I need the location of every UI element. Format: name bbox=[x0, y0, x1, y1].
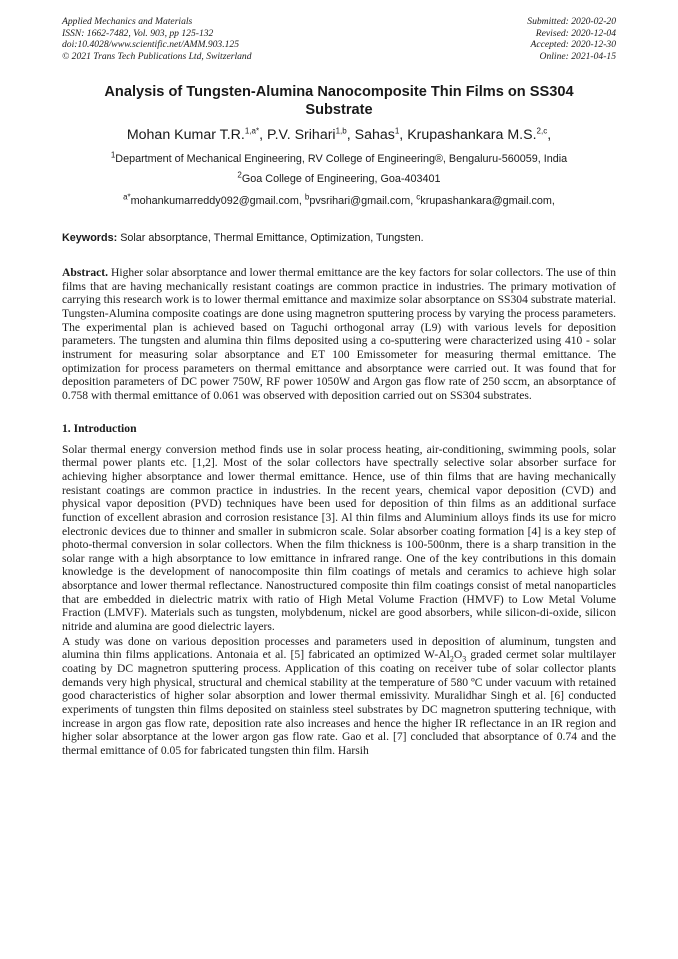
author-affil-marker: 1,a* bbox=[244, 126, 260, 136]
abstract-label: Abstract. bbox=[62, 266, 109, 279]
email-address: mohankumarreddy092@gmail.com bbox=[130, 195, 299, 207]
copyright-line: © 2021 Trans Tech Publications Ltd, Switzerland bbox=[62, 50, 252, 62]
email-address: pvsrihari@gmail.com bbox=[309, 195, 411, 207]
author-separator: , bbox=[259, 127, 267, 143]
author-separator: , bbox=[399, 127, 408, 143]
author-name: Mohan Kumar T.R. bbox=[126, 127, 245, 143]
accepted-date: Accepted: 2020-12-30 bbox=[530, 39, 616, 50]
dates-info bbox=[527, 16, 616, 62]
author-list bbox=[62, 126, 616, 144]
affiliation-1 bbox=[62, 150, 616, 166]
keywords-text: Solar absorptance, Thermal Emittance, Optimization, Tungsten. bbox=[117, 232, 424, 244]
journal-name: Applied Mechanics and Materials bbox=[62, 16, 193, 27]
paragraph-text: O bbox=[453, 648, 463, 662]
doi-line: doi:10.4028/www.scientific.net/AMM.903.125 bbox=[62, 39, 240, 50]
email-separator: , bbox=[410, 195, 417, 207]
keywords-line bbox=[62, 232, 616, 245]
subscript: 2 bbox=[449, 654, 454, 664]
paragraph-text: A study was done on various deposition processes and parameters used in deposition of aluminum, tungsten and alumina thin films applications. Antonaia et al. [5] fabricated an optimized W-Al bbox=[62, 634, 616, 662]
email-marker: a* bbox=[123, 192, 131, 202]
author-name: P.V. Srihari bbox=[266, 127, 336, 143]
submitted-date: Submitted: 2020-02-20 bbox=[527, 16, 616, 27]
affiliation-text: Goa College of Engineering, Goa-403401 bbox=[241, 173, 441, 185]
section-heading: 1. Introduction bbox=[62, 421, 137, 435]
author-affil-marker: 2,c bbox=[536, 126, 548, 136]
publication-info bbox=[62, 16, 252, 62]
author-name: Krupashankara M.S. bbox=[407, 127, 537, 143]
email-address: krupashankara@gmail.com bbox=[420, 195, 552, 207]
keywords-label: Keywords: bbox=[62, 232, 118, 244]
author-affil-marker: 1,b bbox=[335, 126, 347, 136]
abstract-text: Higher solar absorptance and lower thermal emittance are the key factors for solar collectors. The use of thin films that are having mechanically resistant coatings are common practice in industries. The primary motivation of carrying this research work is to lower thermal emittance and maximize solar absorptance on SS304 substrate material. Tungsten-Alumina composite coatings are done using magnetron sputtering process by varying the process parameters. The experimental plan is achieved based on Taguchi orthogonal array (L9) with various levels for deposition parameters. The tungsten and alumina thin films deposited using a co-sputtering were characterized using 410 - solar instrument for measuring solar absorptance and ET 100 Emissometer for measuring thermal emittance. The optimization for process parameters on thermal emittance and absorptance were carried out. It was found that for deposition parameters of DC power 750W, RF power 1050W and Argon gas flow rate of 250 sccm, an absorptance of 0.758 with thermal emittance of 0.061 was observed with deposition carried out on SS304 substrates. bbox=[62, 266, 616, 402]
affiliation-2 bbox=[62, 170, 616, 186]
affiliation-text: Department of Mechanical Engineering, RV College of Engineering®, Bengaluru-560059, India bbox=[115, 153, 568, 165]
author-name: Sahas bbox=[354, 127, 395, 143]
intro-paragraph-1: Solar thermal energy conversion method finds use in solar process heating, air-conditioning, swimming pools, solar thermal power plants etc. [1,2]. Most of the solar collectors have spectrally selective solar absorber surface for achieving higher absorptance and lower thermal emittance. Hence, use of thin films that are having mechanically resistant coatings are common practice in industries. In the recent years, chemical vapor deposition (CVD) and physical vapor deposition (PVD) techniques have been used for deposition of thin films as an additional surface function of excellent abrasion and corrosion resistance [3]. Al thin films and Aluminium alloys finds its use for micro electronic devices due to thinner and smaller in submicron scale. Solar absorber coating formation [4] is a key step of photo-thermal conversion in solar collectors. When the film thickness is 100-500nm, there is a sharp transition in the solar range with a high absorptance to low emittance in infrared range. One of the key contributions in this domain knowledge is the development of nanocomposite thin film coatings of metals and ceramics to achieve high solar absorptance and lower thermal reflectance. Nanostructured composite thin film coatings consist of metal nanoparticles that are embedded in dielectric matrix with ratio of High Metal Volume Fraction (HMVF) to Low Metal Volume Fraction (LMVF). Materials such as tungsten, molybdenum, nickel are good absorbers, while silicon-di-oxide, silicon nitride and alumina are good dielectric layers. bbox=[62, 442, 616, 634]
email-marker: b bbox=[304, 192, 310, 202]
intro-paragraph-2 bbox=[62, 635, 616, 758]
revised-date: Revised: 2020-12-04 bbox=[535, 27, 616, 39]
affiliation-marker: 2 bbox=[237, 170, 242, 180]
author-affil-marker: 1 bbox=[394, 126, 400, 136]
author-emails bbox=[62, 192, 616, 208]
subscript: 3 bbox=[462, 654, 467, 664]
online-date: Online: 2021-04-15 bbox=[539, 50, 616, 62]
issn-line: ISSN: 1662-7482, Vol. 903, pp 125-132 bbox=[62, 27, 214, 39]
email-separator: , bbox=[298, 195, 305, 207]
paragraph-text: graded cermet solar multilayer coating by DC magnetron sputtering process. Application of this coating on receiver tube of solar collector plants demands very high physical, structural and chemical stability at the temperature of 580 ºC under vacuum with retained good characteristics of higher solar absorption and lower thermal emissivity. Muralidhar Singh et al. [6] conducted experiments of tungsten thin films deposited on stainless steel substrates by DC magnetron sputtering technique, with increase in argon gas flow rate, deposition rate also increases and hence the higher IR reflectance in an IR region and higher solar absorptance at the lower argon gas flow rate. Gao et al. [7] concluded that absorptance of 0.74 and the thermal emittance of 0.05 for fabricated tungsten thin film. Harsih bbox=[62, 648, 616, 757]
journal-header bbox=[62, 16, 616, 62]
paper-title: Analysis of Tungsten-Alumina Nanocomposite Thin Films on SS304 Substrate bbox=[104, 84, 574, 118]
email-marker: c bbox=[416, 192, 421, 202]
affiliation-marker: 1 bbox=[110, 150, 116, 160]
author-separator: , bbox=[346, 127, 355, 143]
author-separator: , bbox=[547, 127, 552, 143]
email-separator: , bbox=[551, 195, 555, 207]
abstract-paragraph bbox=[62, 266, 616, 403]
